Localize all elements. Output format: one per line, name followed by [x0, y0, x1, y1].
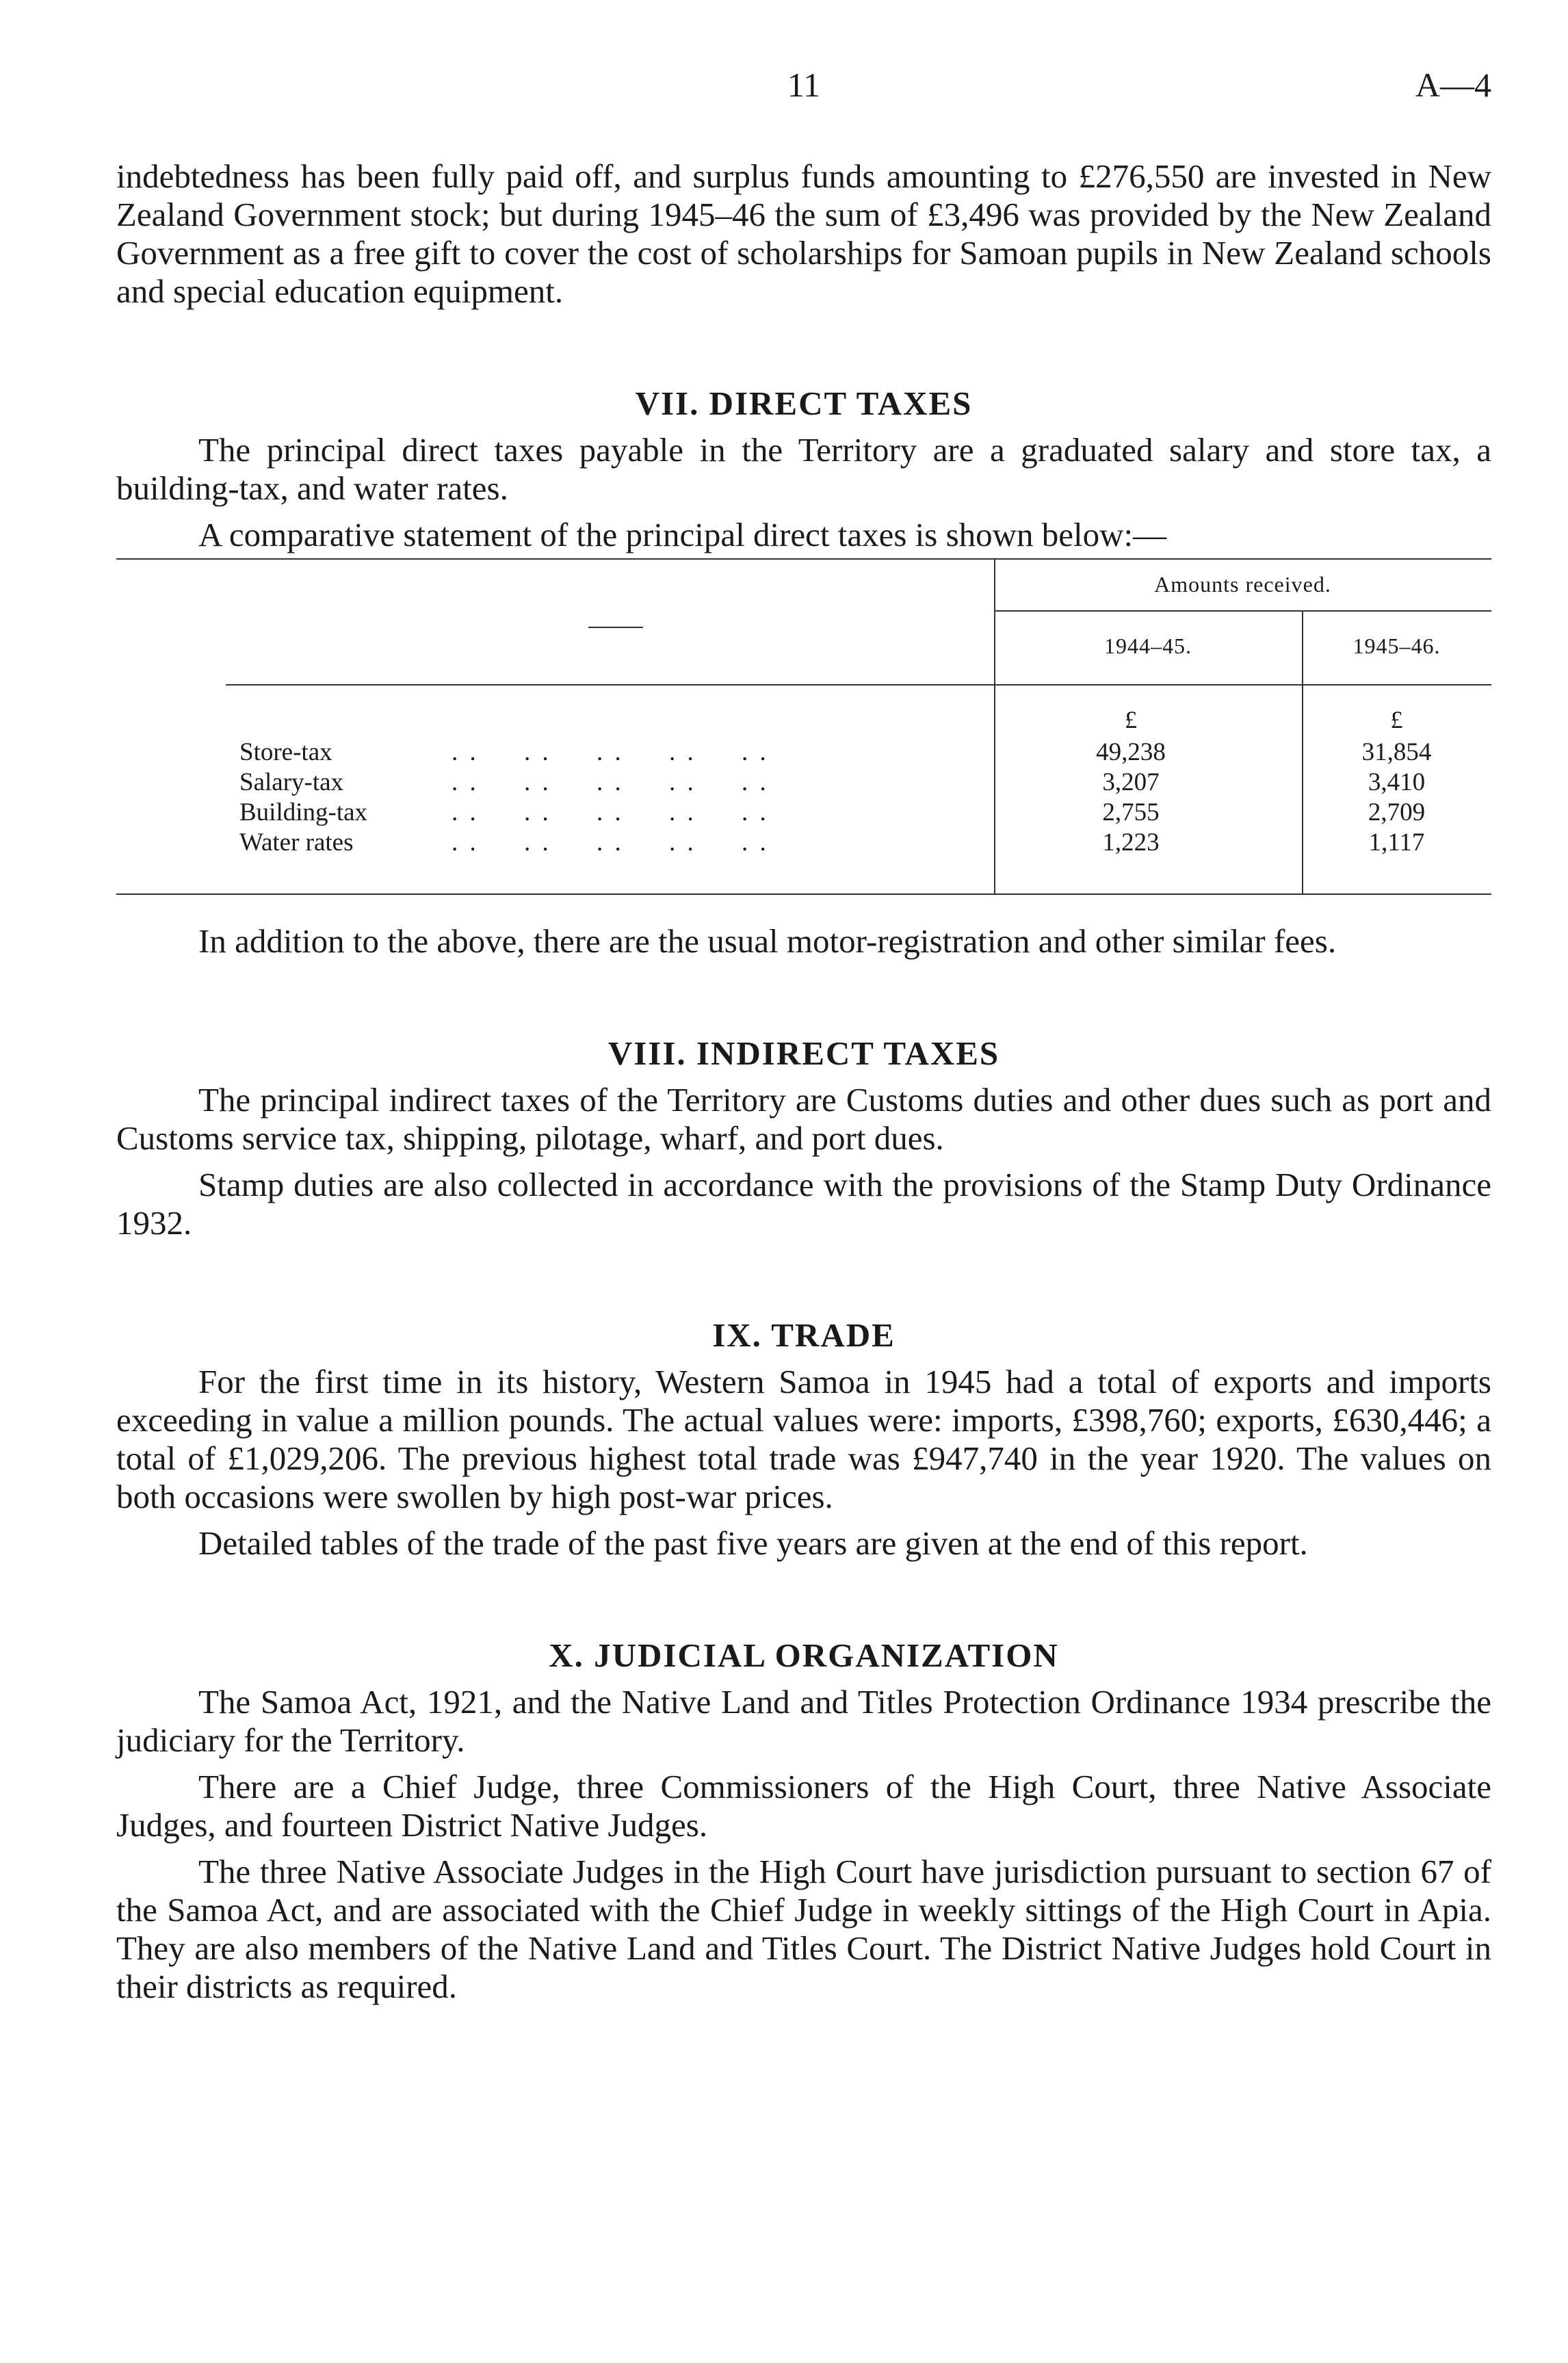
- store-tax-1944-45: 49,238: [1096, 738, 1166, 766]
- column-header-1945-46: 1945–46.: [1353, 634, 1441, 658]
- section-viii-paragraph-1: The principal indirect taxes of the Territory are Customs duties and other dues such as port and Customs service tax, shipping, pilotage, wharf, and port dues.: [116, 1081, 1491, 1157]
- store-tax-1945-46: 31,854: [1361, 738, 1432, 766]
- document-reference: A—4: [1415, 66, 1491, 104]
- page-body: [116, 157, 1491, 2006]
- section-ix-heading: IX. TRADE: [712, 1316, 896, 1354]
- building-tax-1945-46: 2,709: [1368, 798, 1426, 826]
- unit-pound-1944-45: £: [1125, 706, 1137, 733]
- row-leader-dots: . . . . . . . . . .: [452, 828, 769, 857]
- section-viii-paragraph-2: Stamp duties are also collected in accordance with the provisions of the Stamp Duty Ordinance 1932.: [116, 1166, 1491, 1242]
- section-vii-heading: VII. DIRECT TAXES: [635, 384, 973, 422]
- section-x-paragraph-3: The three Native Associate Judges in the High Court have jurisdiction pursuant to section 67 of the Samoa Act, and are associated with the Chief Judge in weekly sittings of the High Court in Apia. They are also members of the Native Land and Titles Court. The District Native Judges hold Court in their districts as required.: [116, 1853, 1491, 2005]
- section-x-paragraph-2: There are a Chief Judge, three Commissioners of the High Court, three Native Associate Judges, and fourteen District Native Judges.: [116, 1768, 1491, 1844]
- section-x-paragraph-1: The Samoa Act, 1921, and the Native Land and Titles Protection Ordinance 1934 prescribe the judiciary for the Territory.: [116, 1683, 1491, 1759]
- row-label-water-rates: Water rates: [239, 828, 354, 857]
- page-header: [116, 65, 1491, 113]
- section-ix-paragraph-1: For the first time in its history, Western Samoa in 1945 had a total of exports and imports exceeding in value a million pounds. The actual values were: imports, £398,760; exports, £630,446; a total of £1,029,206. The previous highest total trade was £947,740 in the year 1920. The values on both occasions were swollen by high post-war prices.: [116, 1363, 1491, 1515]
- row-leader-dots: . . . . . . . . . .: [452, 768, 769, 796]
- section-vii-paragraph-1: The principal direct taxes payable in the Territory are a graduated salary and store tax, a building-tax, and water rates.: [116, 431, 1491, 507]
- section-ix-paragraph-2: Detailed tables of the trade of the past five years are given at the end of this report.: [198, 1524, 1308, 1562]
- salary-tax-1944-45: 3,207: [1102, 768, 1160, 796]
- section-viii-heading: VIII. INDIRECT TAXES: [607, 1034, 1000, 1072]
- section-x-heading: X. JUDICIAL ORGANIZATION: [549, 1636, 1059, 1674]
- table-bottom-rule: [116, 893, 1491, 895]
- section-vii-paragraph-2: A comparative statement of the principal direct taxes is shown below:—: [198, 516, 1167, 553]
- water-rates-1944-45: 1,223: [1102, 828, 1160, 857]
- stub-header-dash: [588, 627, 643, 628]
- row-label-building-tax: Building-tax: [239, 798, 368, 826]
- direct-taxes-table: [116, 558, 1491, 922]
- intro-paragraph: indebtedness has been fully paid off, and surplus funds amounting to £276,550 are invested in New Zealand Government stock; but during 1945–46 the sum of £3,496 was provided by the New Zealand Government as a free gift to cover the cost of scholarships for Samoan pupils in New Zealand schools and special education equipment.: [116, 157, 1491, 310]
- amounts-received-header: Amounts received.: [1154, 572, 1331, 597]
- row-leader-dots: . . . . . . . . . .: [452, 738, 769, 766]
- table-header-rule: [226, 684, 1491, 686]
- salary-tax-1945-46: 3,410: [1368, 768, 1426, 796]
- page-number: 11: [787, 66, 821, 104]
- row-leader-dots: . . . . . . . . . .: [452, 798, 769, 826]
- water-rates-1945-46: 1,117: [1368, 828, 1425, 857]
- table-top-rule: [116, 558, 1491, 560]
- row-label-salary-tax: Salary-tax: [239, 768, 344, 796]
- unit-pound-1945-46: £: [1390, 706, 1403, 733]
- row-label-store-tax: Store-tax: [239, 738, 332, 766]
- column-header-1944-45: 1944–45.: [1104, 634, 1192, 658]
- building-tax-1944-45: 2,755: [1102, 798, 1160, 826]
- section-vii-paragraph-3: In addition to the above, there are the usual motor-registration and other similar fees.: [198, 922, 1337, 960]
- group-header-rule: [994, 610, 1491, 612]
